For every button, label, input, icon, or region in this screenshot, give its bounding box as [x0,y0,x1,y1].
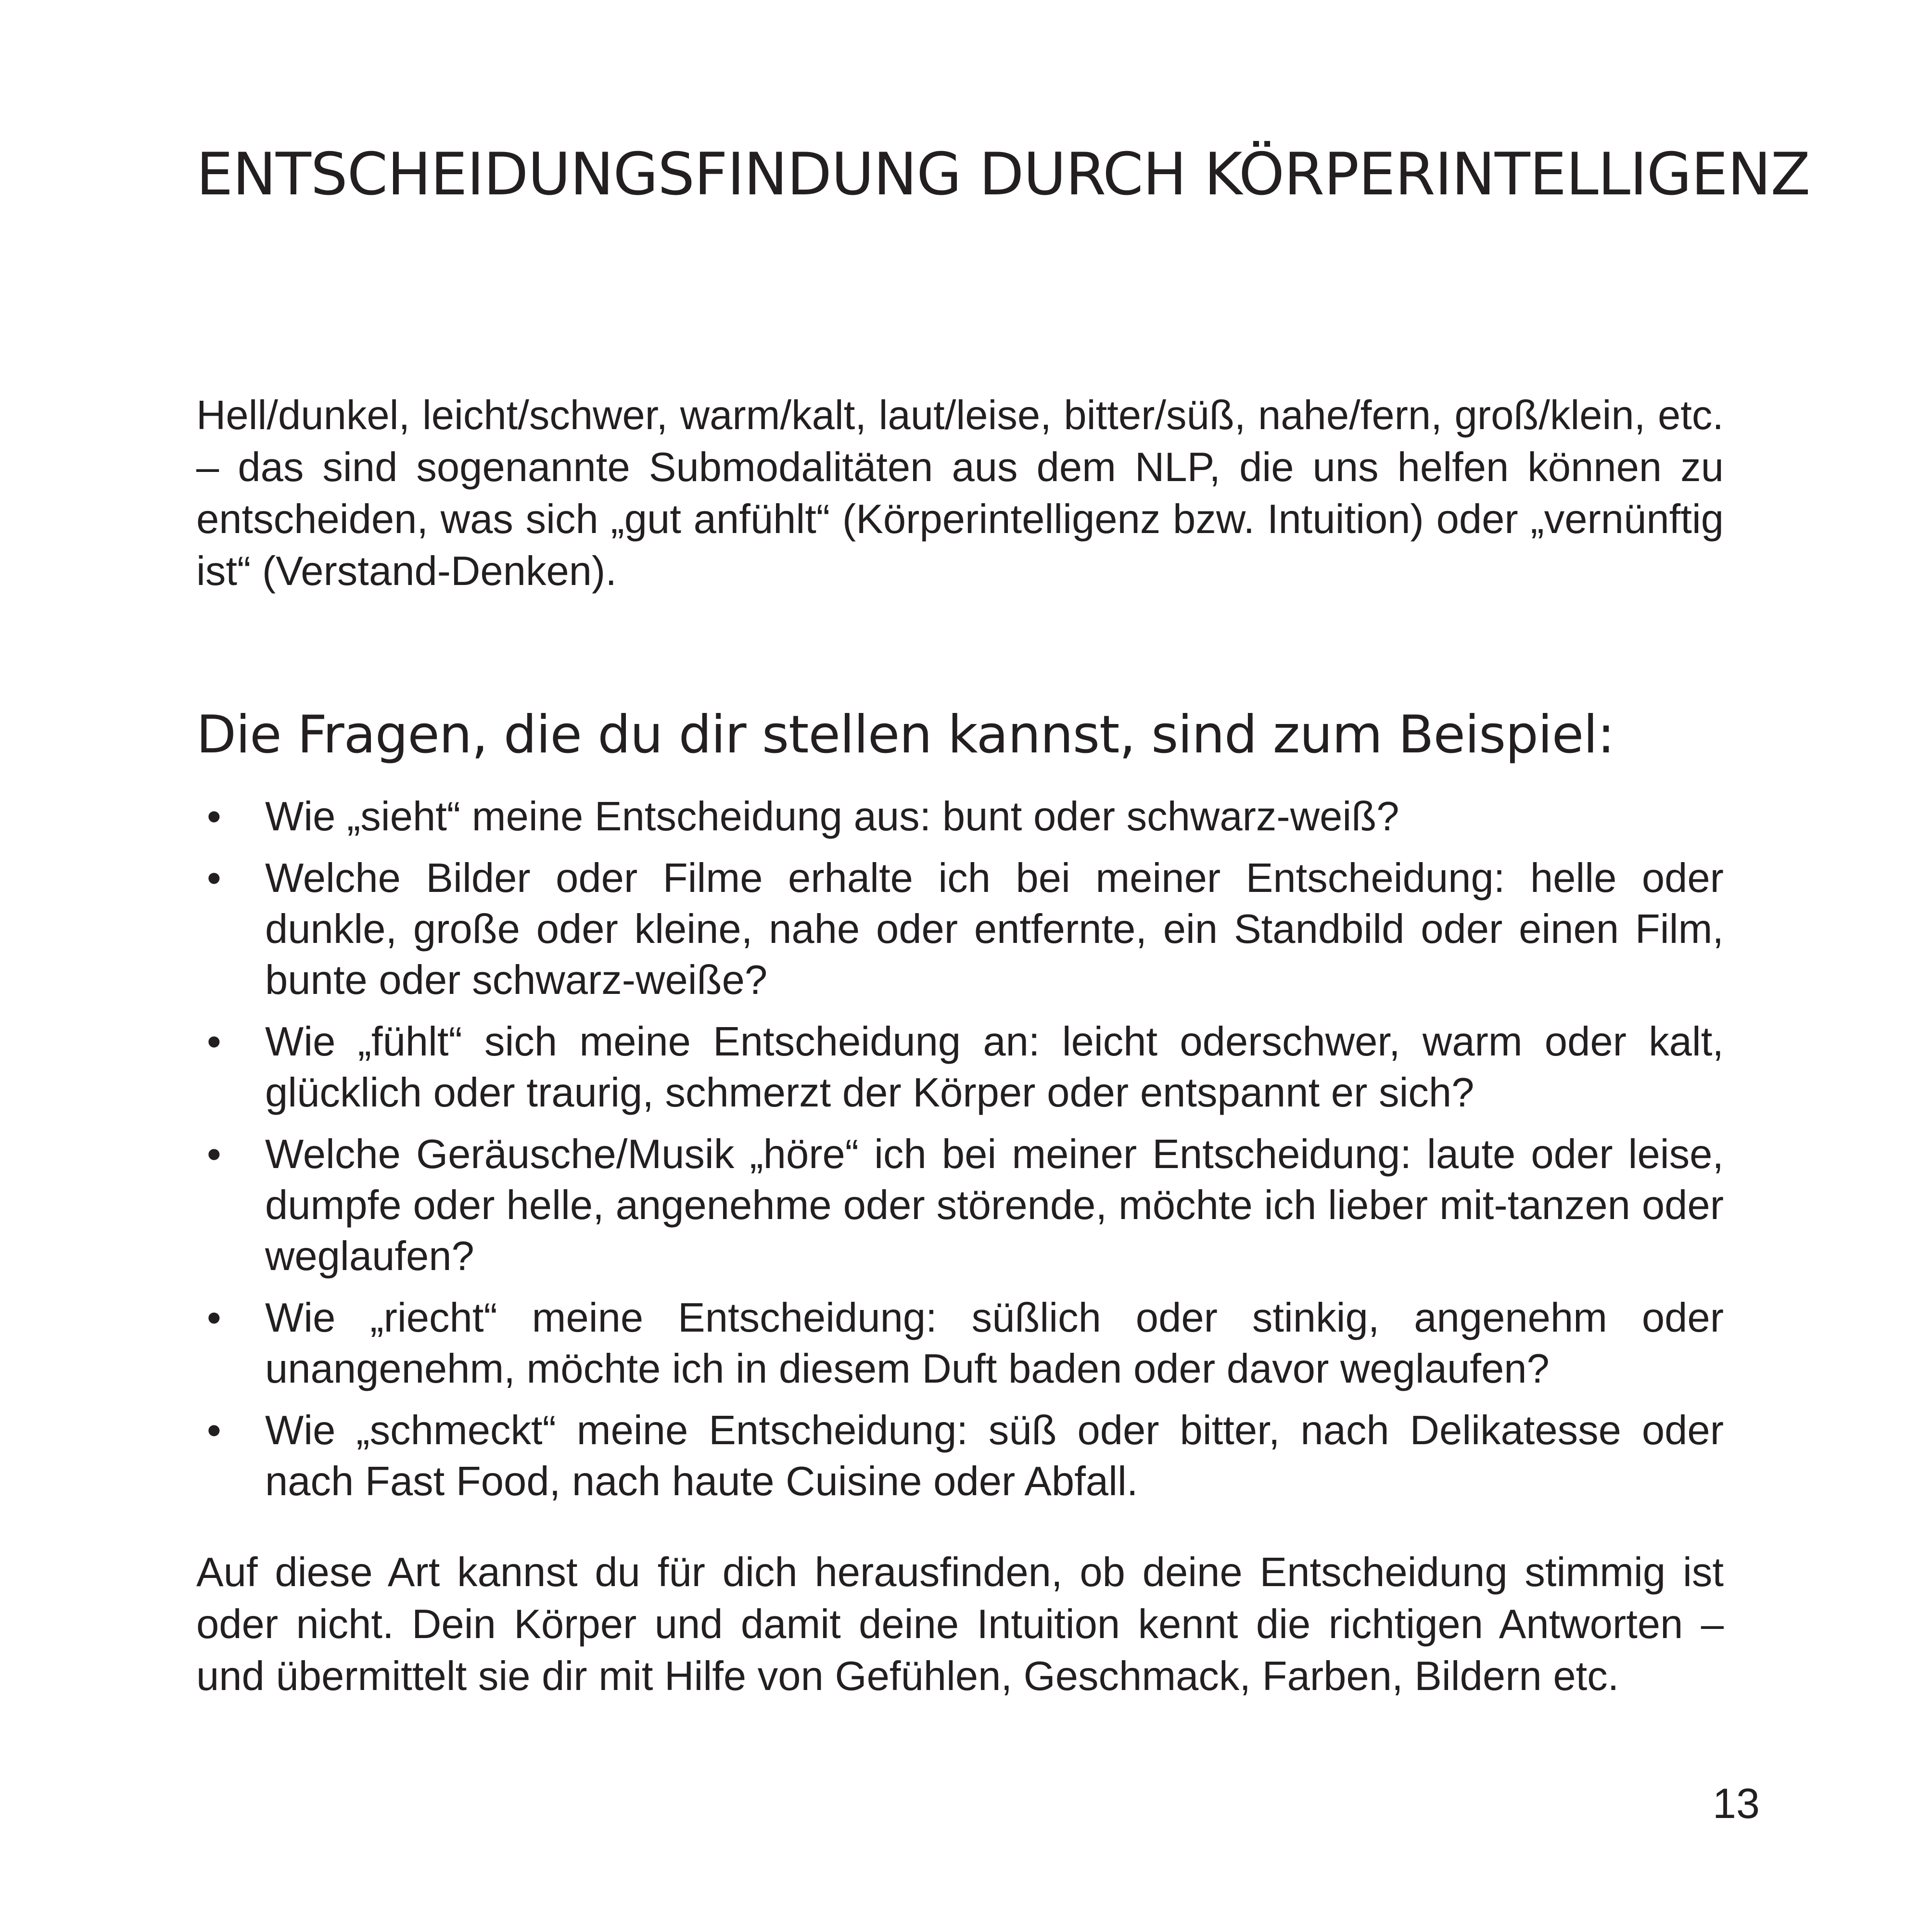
question-text: Wie „sieht“ meine Entscheidung aus: bunt oder schwarz-weiß? [265,794,1399,839]
bullet-icon: • [207,1131,221,1177]
question-text: Welche Bilder oder Filme erhalte ich bei meiner Entscheidung: helle oder dunkle, große oder kleine, nahe oder entfernte, ein Standbild oder einen Film, bunte oder schwarz-weiße? [265,855,1724,1003]
list-item [196,1017,1724,1119]
intro-paragraph: Hell/dunkel, leicht/schwer, warm/kalt, laut/leise, bitter/süß, nahe/fern, groß/klein, etc. – das sind sogenannte Submodalitäten aus dem NLP, die uns helfen können zu entscheiden, was sich „gut anfühlt“ (Körperintelligenz bzw. Intuition) oder „vernünftig ist“ (Verstand-Denken). [196,393,1724,594]
list-item [196,853,1724,1006]
list-item [196,1293,1724,1395]
list-item [196,1129,1724,1282]
bullet-icon: • [207,1408,221,1453]
question-text: Wie „riecht“ meine Entscheidung: süßlich oder stinkig, angenehm oder unangenehm, möchte ich in diesem Duft baden oder davor weglaufen? [265,1295,1724,1392]
bullet-icon: • [207,1295,221,1341]
list-item [196,791,1724,842]
question-text: Welche Geräusche/Musik „höre“ ich bei meiner Entscheidung: laute oder leise, dumpfe oder helle, angenehme oder störende, möchte ich lieber mit-tanzen oder weglaufen? [265,1131,1724,1279]
question-list [196,791,1724,1518]
page-number: 13 [1713,1779,1760,1827]
questions-heading: Die Fragen, die du dir stellen kannst, sind zum Beispiel: [196,705,1614,765]
bullet-icon: • [207,855,221,901]
question-text: Wie „schmeckt“ meine Entscheidung: süß oder bitter, nach Delikatesse oder nach Fast Food, nach haute Cuisine oder Abfall. [265,1408,1724,1504]
list-item [196,1405,1724,1507]
bullet-icon: • [207,1019,221,1065]
bullet-icon: • [207,794,221,839]
question-text: Wie „fühlt“ sich meine Entscheidung an: leicht oderschwer, warm oder kalt, glücklich oder traurig, schmerzt der Körper oder entspannt er sich? [265,1019,1724,1116]
page-title: ENTSCHEIDUNGSFINDUNG DURCH KÖRPERINTELLIGENZ [196,140,1810,208]
outro-paragraph: Auf diese Art kannst du für dich herausfinden, ob deine Entscheidung stimmig ist oder nicht. Dein Körper und damit deine Intuition kennt die richtigen Antworten – und übermittelt sie dir mit Hilfe von Gefühlen, Geschmack, Farben, Bildern etc. [196,1550,1724,1699]
